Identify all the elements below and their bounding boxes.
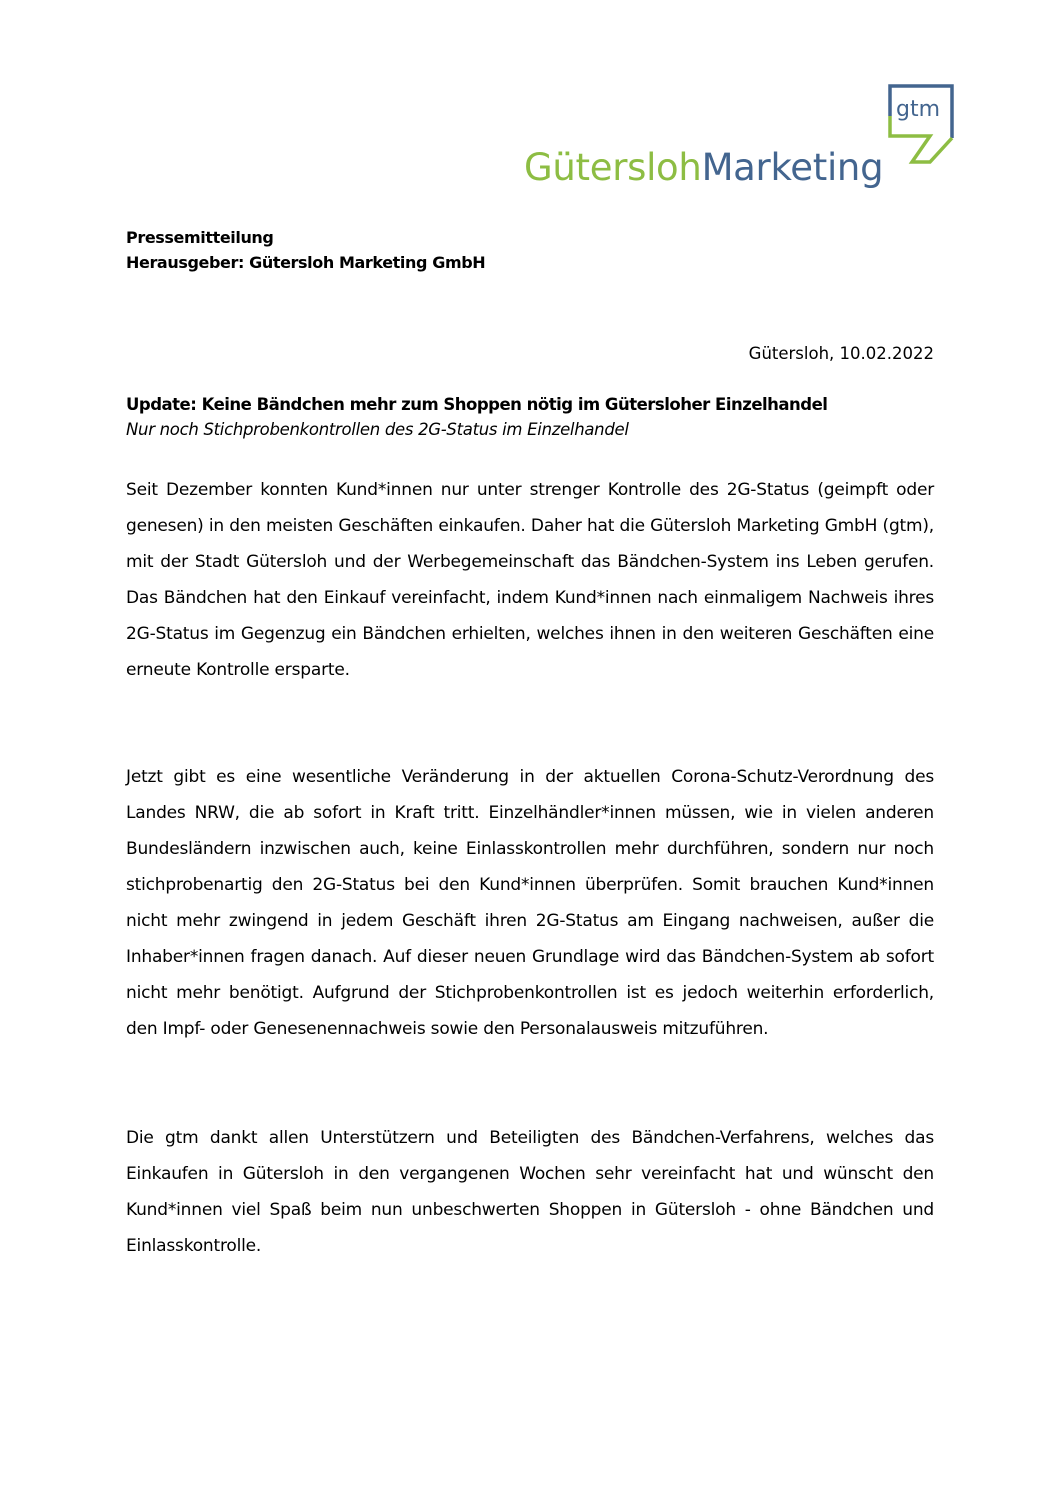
logo-wordmark-marketing: Marketing [701,146,884,189]
logo-wordmark-guetersloh: Gütersloh [524,146,702,189]
press-header [126,225,485,275]
body-paragraph-1: Seit Dezember konnten Kund*innen nur unter strenger Kontrolle des 2G-Status (geimpft oder genesen) in den meisten Geschäften einkaufen. Daher hat die Gütersloh Marketing GmbH (gtm), mit der Stadt Gütersloh und der Werbegemeinschaft das Bändchen-System ins Leben gerufen. Das Bändchen hat den Einkauf vereinfacht, indem Kund*innen nach einmaligem Nachweis ihres 2G-Status im Gegenzug ein Bändchen erhielten, welches ihnen in den weiteren Geschäften eine erneute Kontrolle ersparte. [126,480,934,680]
body-paragraph-3: Die gtm dankt allen Unterstützern und Beteiligten des Bändchen-Verfahrens, welches das Einkaufen in Gütersloh in den vergangenen Wochen sehr vereinfacht hat und wünscht den Kund*innen viel Spaß beim nun unbeschwerten Shoppen in Gütersloh - ohne Bändchen und Einlasskontrolle. [126,1128,934,1256]
subheadline: Nur noch Stichprobenkontrollen des 2G-Status im Einzelhandel [126,420,629,439]
gtm-logo [520,80,960,200]
publisher: Herausgeber: Gütersloh Marketing GmbH [126,253,486,272]
logo-wordmark [524,144,883,192]
body-paragraph-2: Jetzt gibt es eine wesentliche Veränderung in der aktuellen Corona-Schutz-Verordnung des Landes NRW, die ab sofort in Kraft tritt. Einzelhändler*innen müssen, wie in vielen anderen Bundesländern inzwischen auch, keine Einlasskontrollen mehr durchführen, sondern nur noch stichprobenartig den 2G-Status bei den Kund*innen überprüfen. Somit brauchen Kund*innen nicht mehr zwingend in jedem Geschäft ihren 2G-Status am Eingang nachweisen, außer die Inhaber*innen fragen danach. Auf dieser neuen Grundlage wird das Bändchen-System ab sofort nicht mehr benötigt. Aufgrund der Stichprobenkontrollen ist es jedoch weiterhin erforderlich, den Impf- oder Genesenennachweis sowie den Personalausweis mitzuführen. [126,767,934,1039]
doc-type: Pressemitteilung [126,228,274,247]
headline: Update: Keine Bändchen mehr zum Shoppen nötig im Gütersloher Einzelhandel [126,395,828,414]
date-line: Gütersloh, 10.02.2022 [748,344,934,363]
logo-badge-text: gtm [896,97,941,122]
